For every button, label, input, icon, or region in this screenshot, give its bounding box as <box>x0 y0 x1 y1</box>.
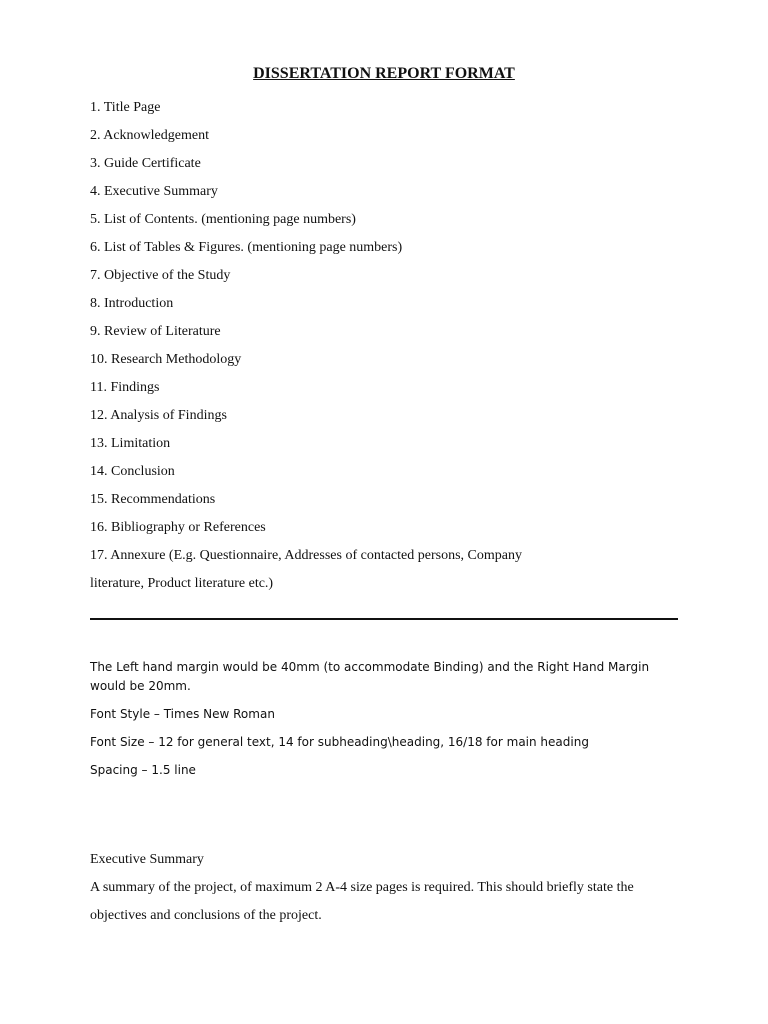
font-size-note: Font Size – 12 for general text, 14 for subheading\heading, 16/18 for main heading <box>90 735 589 749</box>
contents-list <box>90 94 690 598</box>
list-item: 15. Recommendations <box>90 492 216 507</box>
margins-note: The Left hand margin would be 40mm (to accommodate Binding) and the Right Hand Margin would be 20mm. <box>90 660 650 693</box>
list-item: 2. Acknowledgement <box>90 128 209 143</box>
horizontal-divider <box>90 618 678 620</box>
list-item: 1. Title Page <box>90 100 161 115</box>
list-item: 13. Limitation <box>90 436 171 451</box>
list-item: 9. Review of Literature <box>90 324 221 339</box>
list-item-continuation: literature, Product literature etc.) <box>90 576 274 591</box>
list-item: 10. Research Methodology <box>90 352 242 367</box>
list-item: 5. List of Contents. (mentioning page numbers) <box>90 212 356 227</box>
font-style-note: Font Style – Times New Roman <box>90 707 275 721</box>
list-item: 11. Findings <box>90 380 160 395</box>
list-item: 4. Executive Summary <box>90 184 218 199</box>
list-item: 12. Analysis of Findings <box>90 408 227 423</box>
list-item: 14. Conclusion <box>90 464 175 479</box>
document-title: DISSERTATION REPORT FORMAT <box>253 65 515 82</box>
executive-summary-section <box>90 846 680 930</box>
list-item: 3. Guide Certificate <box>90 156 201 171</box>
spacing-note: Spacing – 1.5 line <box>90 763 196 777</box>
section-heading: Executive Summary <box>90 852 204 867</box>
list-item: 17. Annexure (E.g. Questionnaire, Addresses of contacted persons, Company <box>90 548 522 563</box>
list-item: 8. Introduction <box>90 296 174 311</box>
formatting-guidelines <box>90 658 680 789</box>
list-item: 6. List of Tables & Figures. (mentioning page numbers) <box>90 240 403 255</box>
list-item: 7. Objective of the Study <box>90 268 231 283</box>
section-body: A summary of the project, of maximum 2 A-4 size pages is required. This should briefly state the objectives and conclusions of the project. <box>90 880 634 923</box>
list-item: 16. Bibliography or References <box>90 520 266 535</box>
